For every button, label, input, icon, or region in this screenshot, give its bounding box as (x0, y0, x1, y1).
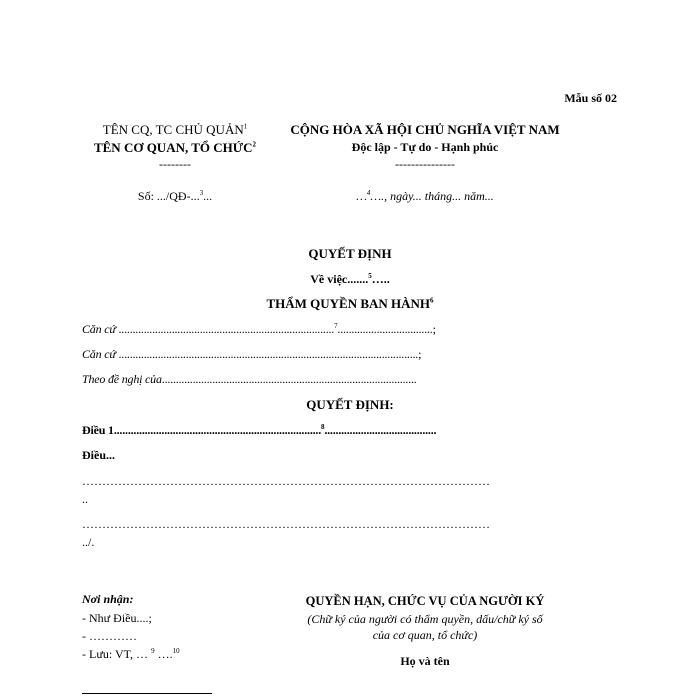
preamble-line-2: Căn cứ ...........................................................................................................; (82, 347, 422, 361)
document-title: QUYẾT ĐỊNH (308, 246, 392, 261)
org-parent-footnote: 1 (243, 122, 248, 131)
article-fill-line-2-end: ../. (82, 535, 95, 549)
signer-position: QUYỀN HẠN, CHỨC VỤ CỦA NGƯỜI KÝ (305, 594, 545, 608)
recipient-item-2: - ………… (82, 629, 137, 643)
org-parent: TÊN CQ, TC CHỦ QUẢN (102, 122, 244, 137)
preamble-line-3: Theo đề nghị của........................................................................................... (82, 372, 417, 386)
preamble-line-1: Căn cứ .............................................................................$^7$..................................; (82, 322, 436, 336)
signature-note-line-2: của cơ quan, tổ chức) (372, 628, 478, 642)
org-name: TÊN CƠ QUAN, TỔ CHỨC (93, 140, 253, 155)
article-1: Điều 1..........................................................................$^8$........................................ (82, 423, 437, 437)
number-footnote: 3 (199, 189, 204, 197)
footnote-separator (82, 693, 212, 694)
authority-footnote: 6 (430, 296, 434, 305)
recipient-item-3: - Lưu: VT, … $^9$ ….$^{10}$ (82, 647, 180, 661)
subject-footnote: 5 (368, 272, 372, 280)
decision-heading: QUYẾT ĐỊNH: (306, 397, 394, 412)
issuing-authority: THẨM QUYỀN BAN HÀNH$^6$ (266, 296, 434, 311)
subject-line: Về việc.......$^5$….. (310, 272, 390, 286)
org-parent-line (75, 122, 275, 138)
article-1-footnote: 8 (321, 423, 325, 431)
right-divider: --------------- (395, 157, 455, 171)
recipient-footnote-10: 10 (172, 647, 180, 655)
form-code: Mẫu số 02 (564, 91, 617, 105)
left-divider: -------- (159, 157, 191, 171)
article-more-label: Điều... (82, 448, 115, 462)
recipient-item-1: - Như Điều....; (82, 611, 152, 625)
article-fill-line-1-end: .. (82, 492, 88, 506)
org-name-line (75, 140, 275, 156)
preamble-label: Căn cứ (82, 347, 116, 361)
signature-note-line-1: (Chữ ký của người có thẩm quyền, dấu/chữ ký số (307, 612, 543, 626)
preamble-label: Căn cứ (82, 322, 116, 336)
national-motto: Độc lập - Tự do - Hạnh phúc (351, 140, 499, 154)
document-number: Số: .../QĐ-...$^3$... (137, 189, 213, 203)
article-fill-line-2: ………………………………………………………………………………………… (82, 517, 490, 531)
recipients-label: Nơi nhận: (82, 592, 134, 606)
recipient-footnote-9: 9 (151, 647, 155, 655)
date-footnote: 4 (366, 189, 371, 197)
article-1-label: Điều 1 (82, 423, 114, 437)
signer-name: Họ và tên (400, 654, 450, 668)
org-name-footnote: 2 (252, 140, 257, 149)
place-date-line: …$^4$…., ngày... tháng... năm... (356, 189, 494, 203)
preamble-footnote: 7 (334, 322, 338, 330)
article-fill-line-1: ………………………………………………………………………………………… (82, 474, 490, 488)
country-name: CỘNG HÒA XÃ HỘI CHỦ NGHĨA VIỆT NAM (290, 122, 560, 137)
preamble-label: Theo đề nghị của (82, 372, 162, 386)
